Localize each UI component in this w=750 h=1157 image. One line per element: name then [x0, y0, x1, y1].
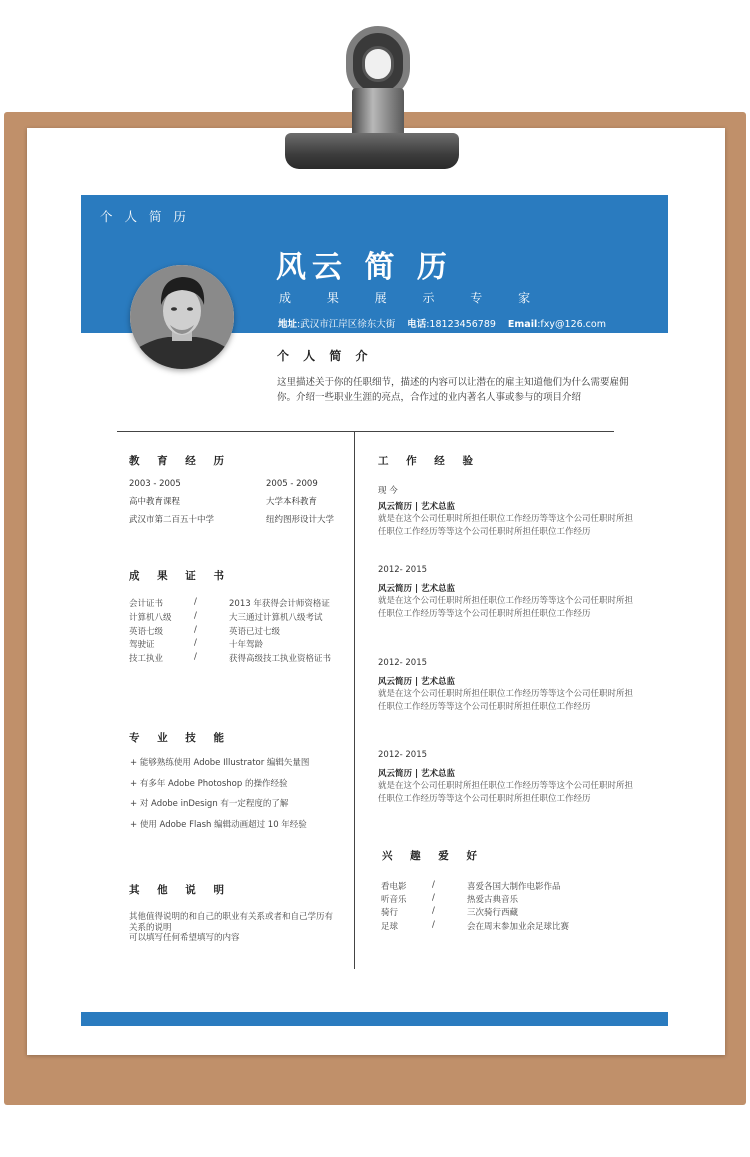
job-description: 就是在这个公司任职时所担任职位工作经历等等这个公司任职时所担任职位工作经历等等这个公司任职时所担任职位工作经历 [378, 781, 634, 804]
job-dates: 2012- 2015 [378, 750, 428, 760]
skill-item: + 能够熟练使用 Adobe Illustrator 编辑矢量图 [130, 758, 310, 768]
hobby-separator: / [432, 880, 435, 890]
hobbies-title: 兴 趣 爱 好 [382, 850, 484, 862]
certificate-detail: 英语已过七级 [229, 627, 281, 637]
work-title: 工 作 经 验 [378, 455, 480, 467]
certificate-name: 计算机八级 [129, 613, 172, 623]
job-dates: 现 今 [378, 486, 398, 496]
address-value: :武汉市江岸区徐东大街 [297, 319, 396, 330]
job-description: 就是在这个公司任职时所担任职位工作经历等等这个公司任职时所担任职位工作经历等等这个公司任职时所担任职位工作经历 [378, 596, 634, 619]
hobby-name: 骑行 [381, 908, 399, 918]
certificate-separator: / [194, 638, 197, 648]
hobby-name: 听音乐 [381, 895, 407, 905]
job-title: 风云简历 | 艺术总监 [378, 677, 456, 687]
hobby-name: 看电影 [381, 882, 407, 892]
avatar [130, 265, 234, 369]
skill-item: + 使用 Adobe Flash 编辑动画超过 10 年经验 [130, 820, 307, 830]
skill-item: + 对 Adobe inDesign 有一定程度的了解 [130, 799, 289, 809]
address-label: 地址 [278, 319, 298, 330]
job-title: 风云简历 | 艺术总监 [378, 502, 456, 512]
portrait-photo [130, 265, 234, 369]
hobby-detail: 热爱古典音乐 [467, 895, 519, 905]
skills-title: 专 业 技 能 [129, 732, 231, 744]
certificate-separator: / [194, 597, 197, 607]
education-dates: 2005 - 2009 [266, 479, 318, 489]
education-title: 教 育 经 历 [129, 455, 231, 467]
corner-title: 个 人 简 历 [100, 209, 190, 224]
binder-clip-hole [362, 46, 394, 82]
intro-title: 个 人 简 介 [277, 349, 373, 363]
certificate-name: 会计证书 [129, 599, 164, 609]
hobby-separator: / [432, 920, 435, 930]
divider-vertical [354, 431, 355, 969]
certificate-detail: 获得高级技工执业资格证书 [229, 654, 332, 664]
education-program: 高中教育课程 [129, 497, 181, 507]
phone-value: :18123456789 [426, 319, 496, 330]
resume-subtitle: 成 果 展 示 专 家 [279, 291, 547, 305]
job-dates: 2012- 2015 [378, 565, 428, 575]
certificate-detail: 大三通过计算机八级考试 [229, 613, 323, 623]
certificate-separator: / [194, 611, 197, 621]
hobby-detail: 会在周末参加业余足球比赛 [467, 922, 570, 932]
certificate-detail: 十年驾龄 [229, 640, 264, 650]
intro-text: 这里描述关于你的任职细节，描述的内容可以让潜在的雇主知道他们为什么需要雇佣你。介绍一些职业生涯的亮点，合作过的业内著名人事或参与的项目介绍 [277, 377, 629, 403]
education-school: 武汉市第二百五十中学 [129, 515, 215, 525]
email-value: :fxy@126.com [537, 319, 606, 330]
binder-clip-base [285, 133, 459, 169]
footer-bar [81, 1012, 668, 1026]
certificate-separator: / [194, 625, 197, 635]
certificates-title: 成 果 证 书 [129, 570, 231, 582]
job-title: 风云简历 | 艺术总监 [378, 584, 456, 594]
phone-label: 电话 [407, 319, 427, 330]
hobby-separator: / [432, 893, 435, 903]
hobby-separator: / [432, 906, 435, 916]
resume-name: 风云 简 历 [276, 250, 453, 285]
education-school: 纽约图形设计大学 [266, 515, 335, 525]
certificate-name: 英语七级 [129, 627, 164, 637]
certificate-separator: / [194, 652, 197, 662]
other-text: 其他值得说明的和自己的职业有关系或者和自己学历有关系的说明 可以填写任何希望填写的内容 [129, 912, 334, 943]
hobby-detail: 三次骑行西藏 [467, 908, 519, 918]
certificate-name: 驾驶证 [129, 640, 155, 650]
education-dates: 2003 - 2005 [129, 479, 181, 489]
job-description: 就是在这个公司任职时所担任职位工作经历等等这个公司任职时所担任职位工作经历等等这个公司任职时所担任职位工作经历 [378, 689, 634, 712]
education-program: 大学本科教育 [266, 497, 318, 507]
hobby-detail: 喜爱各国大制作电影作品 [467, 882, 561, 892]
job-title: 风云简历 | 艺术总监 [378, 769, 456, 779]
email-label: Email [507, 319, 538, 330]
divider-horizontal [117, 431, 614, 432]
job-dates: 2012- 2015 [378, 658, 428, 668]
hobby-name: 足球 [381, 922, 399, 932]
certificate-detail: 2013 年获得会计师资格证 [229, 599, 330, 609]
certificate-name: 技工执业 [129, 654, 164, 664]
contact-line [278, 316, 606, 330]
skill-item: + 有多年 Adobe Photoshop 的操作经验 [130, 779, 288, 789]
other-title: 其 他 说 明 [129, 884, 231, 896]
job-description: 就是在这个公司任职时所担任职位工作经历等等这个公司任职时所担任职位工作经历等等这个公司任职时所担任职位工作经历 [378, 514, 634, 537]
